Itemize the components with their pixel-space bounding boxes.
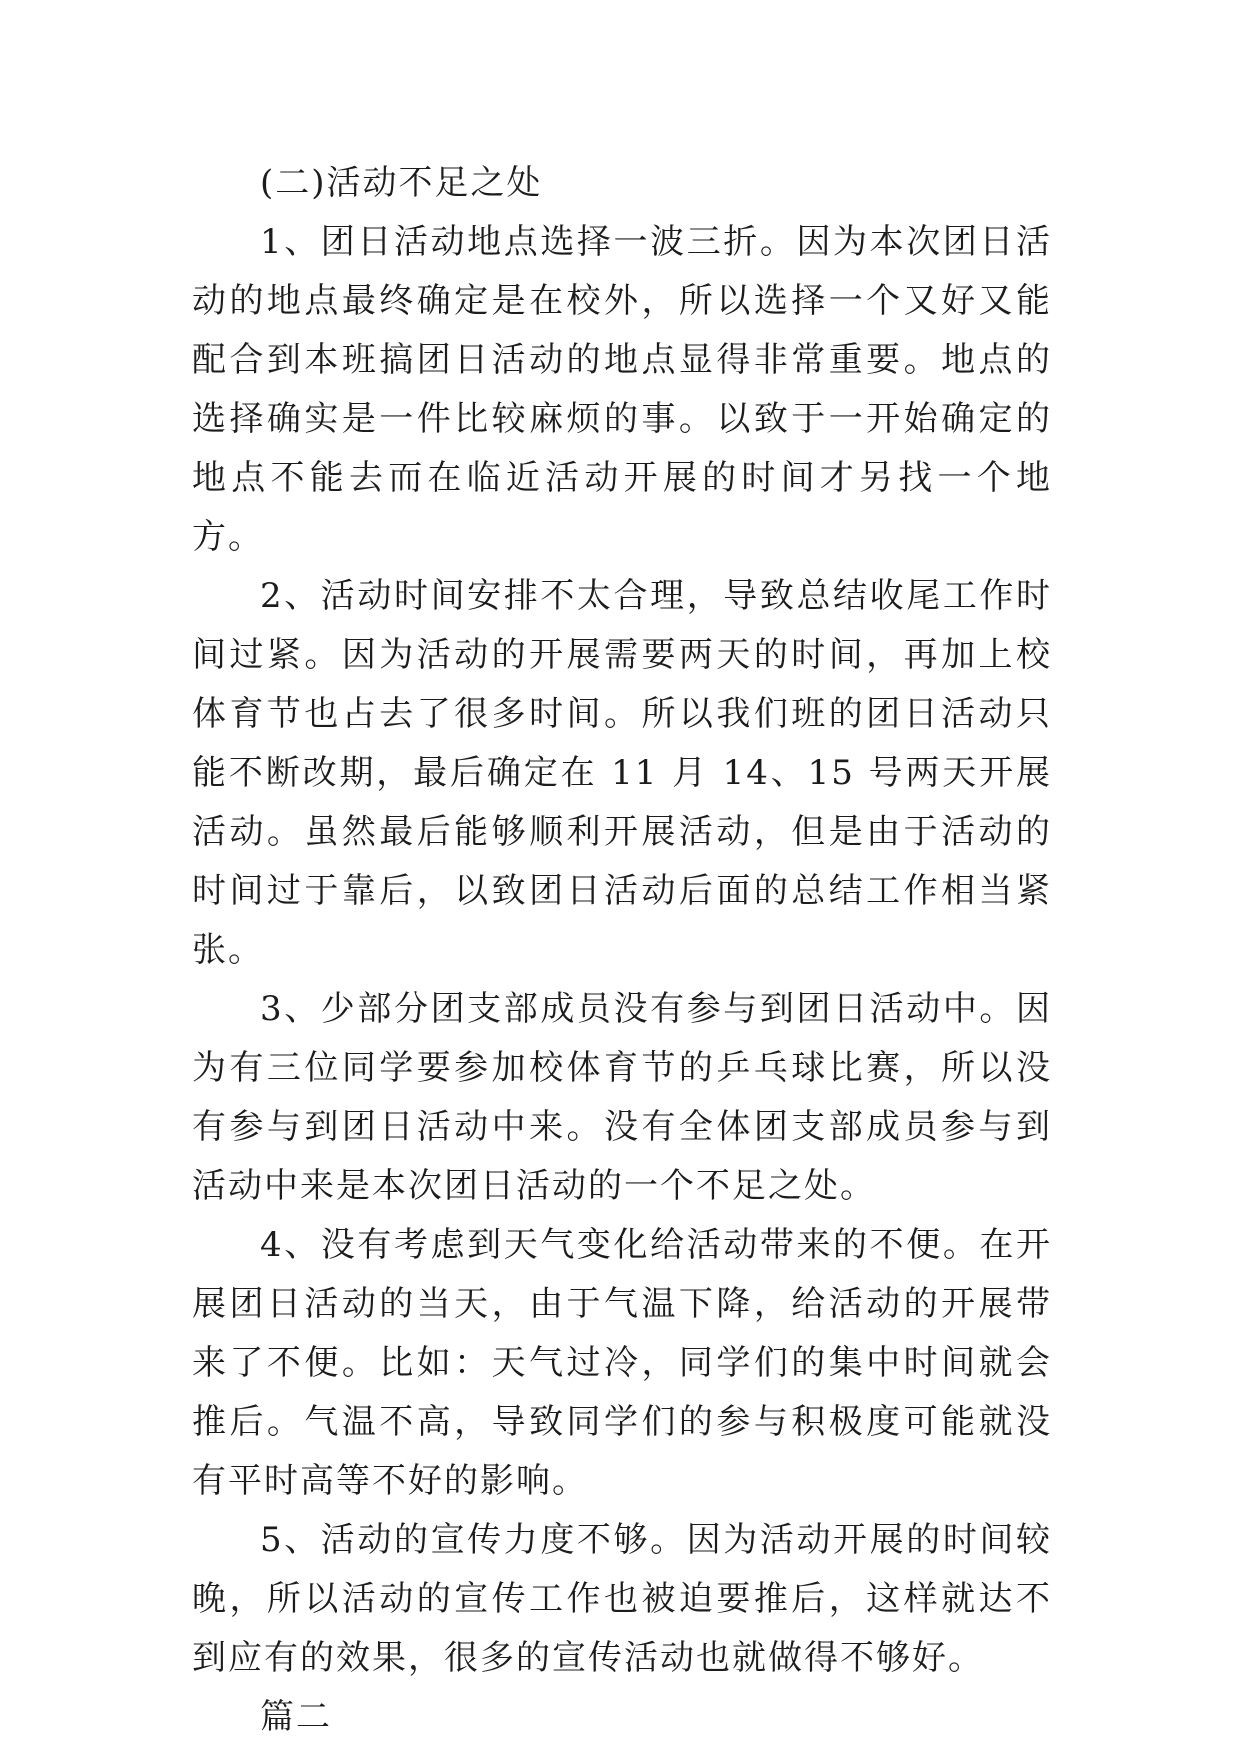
document-body	[192, 154, 1052, 1747]
paragraph-5: 5、活动的宣传力度不够。因为活动开展的时间较晚，所以活动的宣传工作也被迫要推后，这样就达不到应有的效果，很多的宣传活动也就做得不够好。	[192, 1520, 1052, 1678]
section-heading: (二)活动不足之处	[260, 163, 543, 203]
paragraph-3: 3、少部分团支部成员没有参与到团日活动中。因为有三位同学要参加校体育节的乒乓球比赛，所以没有参与到团日活动中来。没有全体团支部成员参与到活动中来是本次团日活动的一个不足之处。	[192, 989, 1052, 1206]
paragraph-2: 2、活动时间安排不太合理，导致总结收尾工作时间过紧。因为活动的开展需要两天的时间，再加上校体育节也占去了很多时间。所以我们班的团日活动只能不断改期，最后确定在 11 月 14、15 号两天开展活动。虽然最后能够顺利开展活动，但是由于活动的时间过于靠后，以致团日活动后面的总结工作相当紧张。	[192, 576, 1052, 970]
next-section-heading: 篇二	[260, 1697, 332, 1737]
paragraph-4: 4、没有考虑到天气变化给活动带来的不便。在开展团日活动的当天，由于气温下降，给活动的开展带来了不便。比如：天气过冷，同学们的集中时间就会推后。气温不高，导致同学们的参与积极度可能就没有平时高等不好的影响。	[192, 1225, 1052, 1501]
paragraph-1: 1、团日活动地点选择一波三折。因为本次团日活动的地点最终确定是在校外，所以选择一个又好又能配合到本班搞团日活动的地点显得非常重要。地点的选择确实是一件比较麻烦的事。以致于一开始确定的地点不能去而在临近活动开展的时间才另找一个地方。	[192, 222, 1052, 557]
